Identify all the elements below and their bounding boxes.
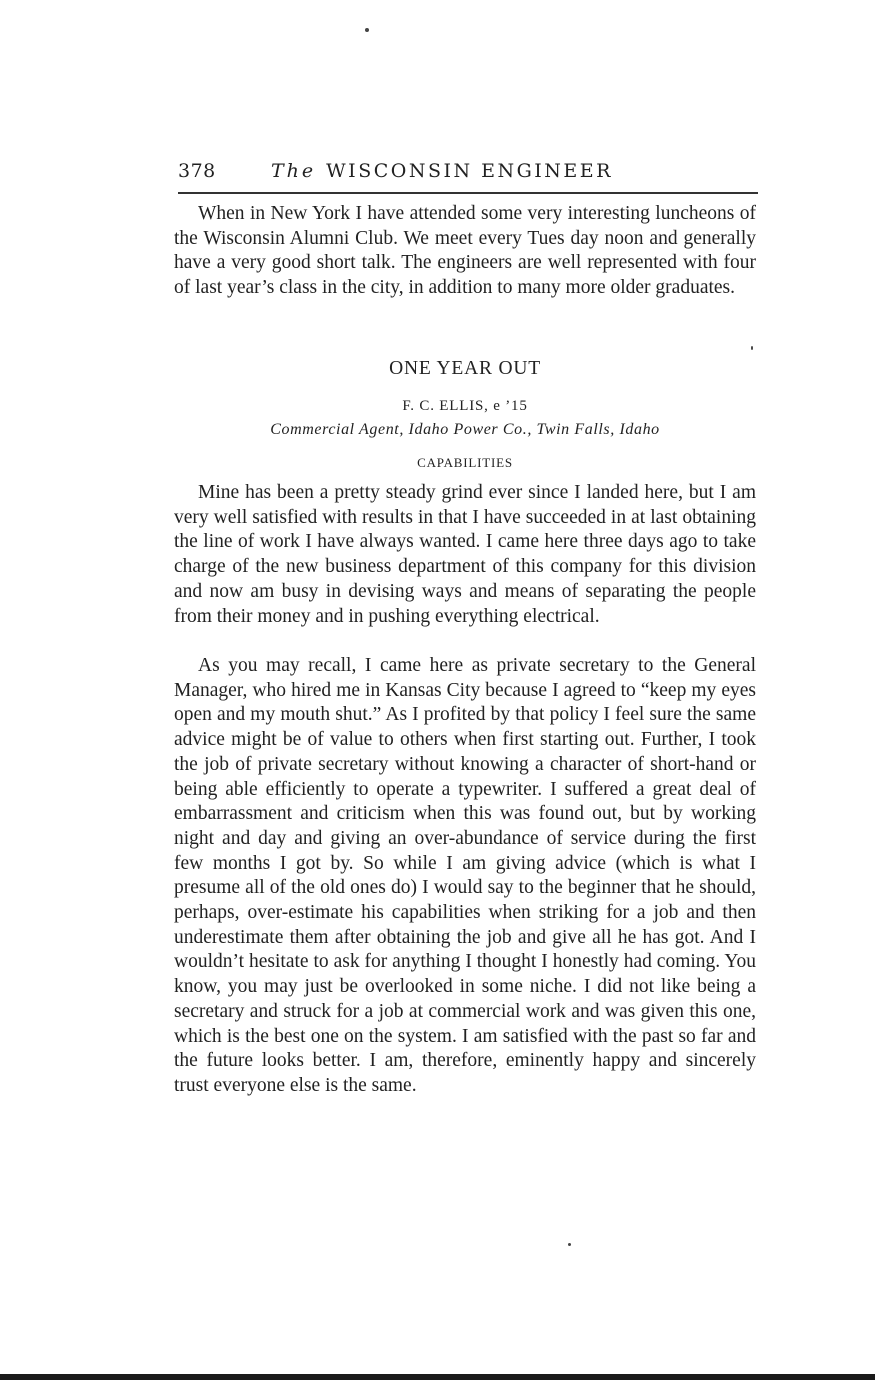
scan-speck xyxy=(751,346,753,350)
scan-speck xyxy=(568,1243,571,1246)
scan-speck xyxy=(365,28,369,32)
header-rule xyxy=(178,192,758,194)
body-paragraph: Mine has been a pretty steady grind ever since I landed here, but I am very well satisfied with results in that I have succeeded in at last obtaining the line of work I have always wanted. I came here three days ago to take charge of the new business department of this company for this division and now am busy in devising ways and means of separating the people from their money and in pushing everything electrical. xyxy=(174,482,756,627)
page-header xyxy=(178,160,758,190)
scan-bottom-edge xyxy=(0,1374,875,1380)
journal-title xyxy=(271,160,613,182)
article-title: ONE YEAR OUT xyxy=(389,358,541,379)
body-paragraph: As you may recall, I came here as private secretary to the General Manager, who hired me in Kansas City because I agreed to “keep my eyes open and my mouth shut.” As I profited by that policy I feel sure the same advice might be of value to others when first starting out. Further, I took the job of private secretary without knowing a character of short-hand or being able efficiently to operate a typewriter. I suffered a great deal of embarrassment and criticism when this was found out, but by working night and day and giving an over-abundance of service during the first few months I got by. So while I am giving advice (which is what I presume all of the old ones do) I would say to the beginner that he should, perhaps, over-estimate his capabilities when striking for a job and then underestimate them after obtaining the job and give all he has got. And I wouldn’t hesitate to ask for anything I thought I honestly had coming. You know, you may just be overlooked in some niche. I did not like being a secretary and struck for a job at commercial work and was given this one, which is the best one on the system. I am satisfied with the past so far and the future looks better. I am, therefore, eminently happy and sincerely trust everyone else is the same. xyxy=(174,655,756,1096)
intro-paragraph: When in New York I have attended some very interesting luncheons of the Wisconsin Alumni Club. We meet every Tues day noon and generally have a very good short talk. The engineers are well represented with four of last year’s class in the city, in addition to many more older graduates. xyxy=(174,203,756,299)
article-affiliation: Commercial Agent, Idaho Power Co., Twin Falls, Idaho xyxy=(270,421,660,438)
section-heading: CAPABILITIES xyxy=(417,455,513,470)
journal-title-name: WISCONSIN ENGINEER xyxy=(326,160,613,182)
journal-title-prefix: The xyxy=(271,160,317,182)
article-author: F. C. ELLIS, e ’15 xyxy=(402,398,528,414)
page-number: 378 xyxy=(178,160,216,182)
